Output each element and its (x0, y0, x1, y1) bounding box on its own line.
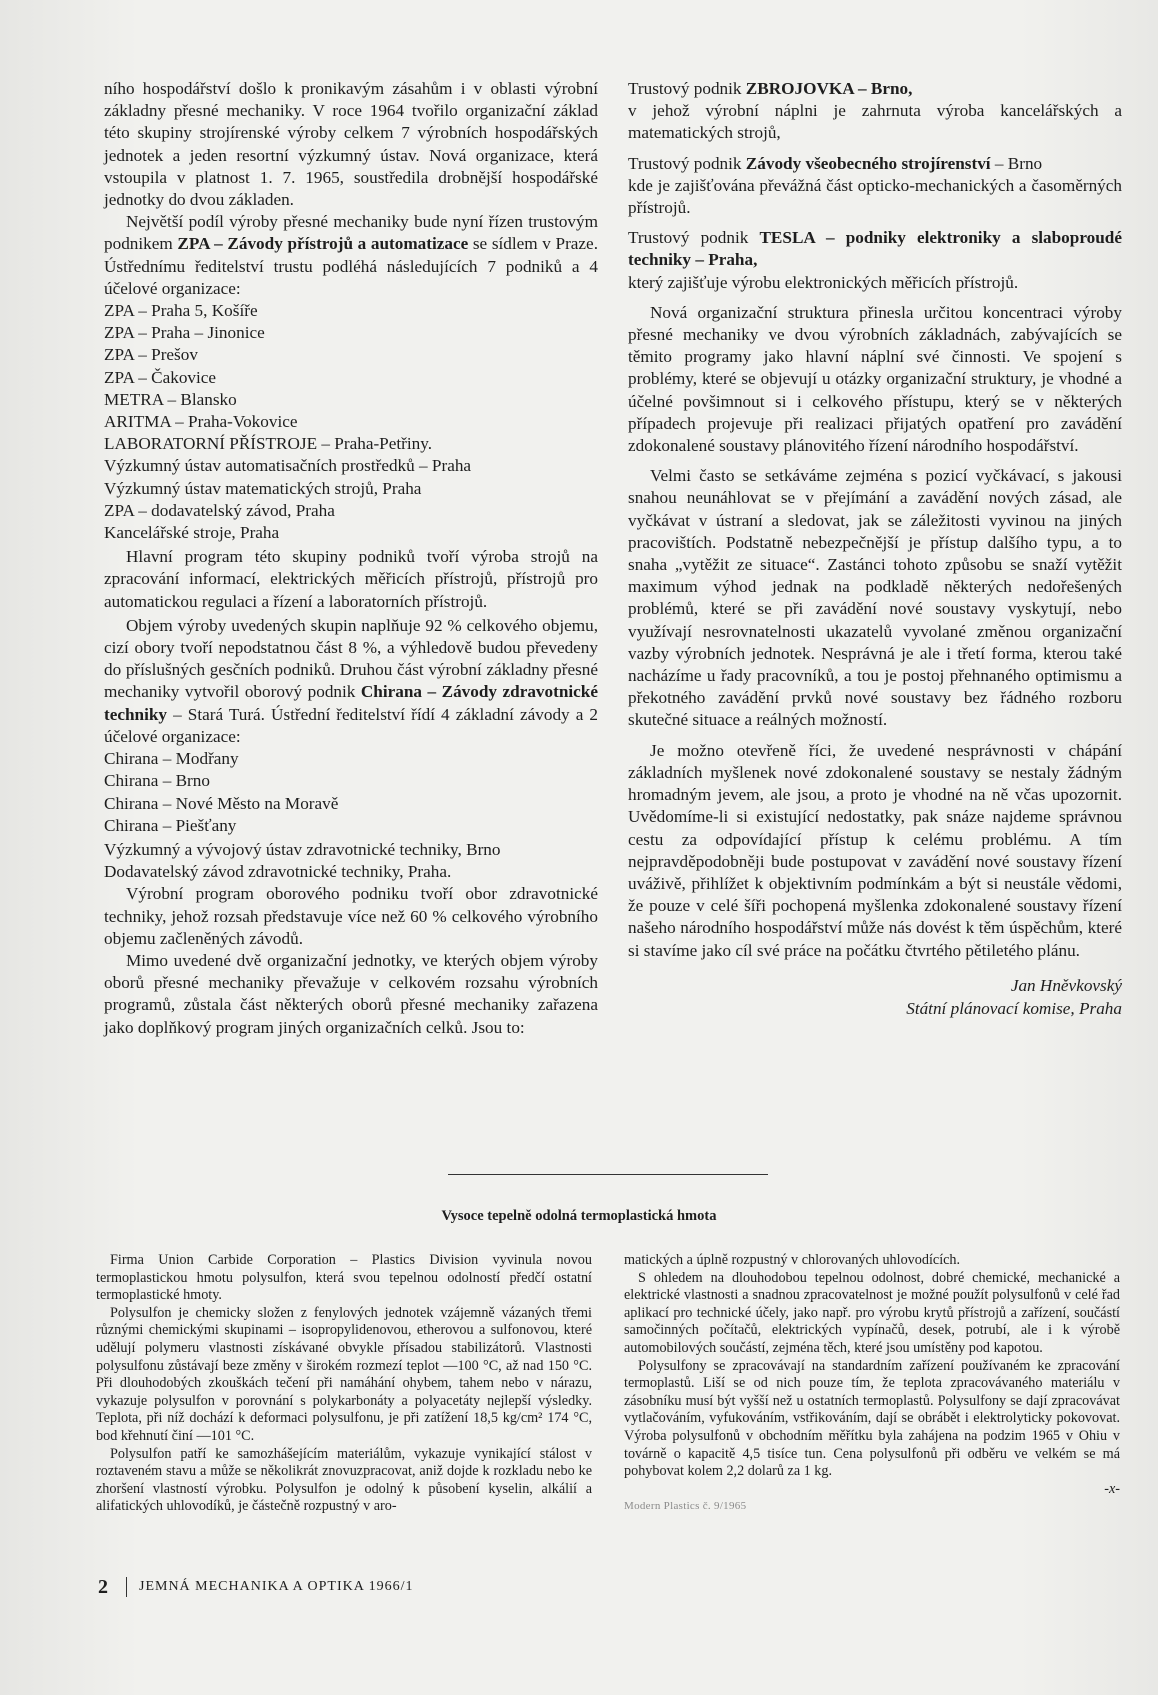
institute-list (104, 839, 598, 883)
footer-divider (126, 1577, 127, 1597)
paragraph (104, 615, 598, 748)
author-name: Jan Hněvkovský (1010, 975, 1122, 995)
bold-company-name: ZPA – Závody přístrojů a automatizace (177, 234, 469, 254)
bold-company-name: Závody všeobecného strojírenství (745, 153, 991, 173)
signature (628, 974, 1122, 1020)
list-item: ZPA – Čakovice (104, 367, 217, 387)
paragraph: Hlavní program této skupiny podniků tvoří výroba strojů na zpracování informací, elektrických měřicích přístrojů, přístrojů pro automatickou regulaci a řízení a laboratorních přístrojů. (104, 547, 598, 611)
paragraph: ního hospodářství došlo k pronikavým zásahům i v oblasti výrobní základny přesné mechaniky. V roce 1964 tvořilo organizační základ této skupiny strojírenské výroby celkem 7 výrobních hospodářských jednotek a jeden resortní výzkumný ústav. Nová organizace, která vstoupila v platnost 1. 7. 1965, soustředila drobnější hospodářské jednotky do dvou základen. (104, 79, 598, 210)
trust-entry (628, 153, 1122, 220)
page-footer (98, 1577, 413, 1597)
list-item: ZPA – Praha – Jinonice (104, 323, 265, 343)
chirana-plant-list (104, 748, 598, 837)
trust-heading (628, 227, 1122, 271)
trust-description: který zajišťuje výrobu elektronických měřicích přístrojů. (628, 272, 1019, 292)
list-item: Chirana – Brno (104, 771, 210, 791)
section-divider (448, 1174, 768, 1175)
paragraph: matických a úplně rozpustný v chlorovaných uhlovodících. (624, 1252, 961, 1268)
article-signoff: -x- (1104, 1480, 1120, 1497)
paragraph: Polysulfon je chemicky složen z fenylových jednotek vzájemně vázaných třemi různými chemickými skupinami – isopropylidenovou, etherovou a sulfonovou, které udělují polymeru vlastnosti získávané obvykle přísadou stabilizátorů. Vlastnosti polysulfonu zůstávají beze změny v širokém rozmezí teplot —100 °C, až nad 150 °C. Při dlouhodobých zkouškách tečení při namáhání ohybem, tahem nebo v nárazu, vykazuje polysulfon v porovnání s polykarbonáty a polyacetáty nejlepší výsledky. Teplota, při níž dochází k deformaci polysulfonu, je při zatížení 18,5 kg/cm² 174 °C, bod křehnutí činí —101 °C. (96, 1304, 592, 1444)
trust-heading (628, 153, 1122, 175)
right-column (628, 78, 1122, 1020)
page-number: 2 (98, 1575, 108, 1598)
text-run: Trustový podnik (628, 228, 760, 248)
zpa-organization-list (104, 300, 598, 544)
list-item: ZPA – dodavatelský závod, Praha (104, 500, 335, 520)
text-run: se sídlem v Praze. Ústřednímu ředitelství trustu podléhá následujících 7 podniků a 4 účelové organizace: (104, 234, 598, 298)
article-title: Vysoce tepelně odolná termoplastická hmota (441, 1208, 717, 1224)
paragraph: Firma Union Carbide Corporation – Plastics Division vyvinula novou termoplastickou hmotu polysulfon, která svou tepelnou odolností předčí ostatní termoplastické hmoty. (96, 1252, 592, 1304)
list-item: Kancelářské stroje, Praha (104, 523, 280, 543)
text-run: – Brno (990, 153, 1043, 173)
list-item: Chirana – Modřany (104, 749, 239, 769)
list-item: Výzkumný a vývojový ústav zdravotnické techniky, Brno (104, 839, 501, 859)
article-right-column (624, 1252, 1120, 1512)
paragraph: Velmi často se setkáváme zejména s pozicí vyčkávací, s jakousi snahou neunáhlovat se v přejímání a zavádění nových zásad, ale vyčkávat v ústraní a sledovat, jak se záležitosti vyvinou na jiných pracovištích. Podstatně nebezpečnější je přístup dalšího typu, a to snaha „vytěžit ze situace“. Zastánci tohoto způsobu se snaží vytěžit maximum výhod jednak na podkladě některých nedořešených problémů, které se při zavádění nové soustavy vyskytují, nebo využívají nesrovnatelnosti ukazatelů vyvolané změnou organizační vazby výrobních jednotek. Nesprávná je ale i třetí forma, kterou také nacházíme u řady pracovníků, a tou je postoj přehnaného optimismu a překotného zavádění prvků nové soustavy bez řádného rozboru skutečné situace a reálných možností. (628, 466, 1122, 730)
trust-description: v jehož výrobní náplni je zahrnuta výroba kancelářských a matematických strojů, (628, 101, 1122, 143)
list-item: ZPA – Praha 5, Košíře (104, 301, 258, 321)
text-run: Největší podíl výroby přesné mechaniky bude nyní řízen trustovým podnikem (104, 212, 598, 254)
paragraph: Je možno otevřeně říci, že uvedené nesprávnosti v chápání základních myšlenek nové zdokonalené soustavy se nestaly žádným hromadným jevem, ale jsou, a proto je vhodné na ně včas upozornit. Uvědomíme-li si existující nedostatky, pak snáze najdeme správnou cestu za odpovídající přístup k celému problému. A tím nejpravděpodobněji bude postupovat v zavádění nové soustavy řízení uváživě, přihlížet k objektivním podmínkám a být si neustále vědomi, že pouze v celé šíři pochopená myšlenka zdokonalené soustavy řízení našeho národního hospodářství může nás dovést k těm úspěchům, které si stavíme jako cíl své práce na počátku čtvrtého pětiletého plánu. (628, 740, 1122, 960)
list-item: Chirana – Piešťany (104, 815, 237, 835)
paragraph: Nová organizační struktura přinesla určitou koncentraci výroby přesné mechaniky ve dvou výrobních základnách, zabývajících se těmito programy jako hlavní náplní své činnosti. Ve spojení s problémy, které se objevují u otázky organizační struktury, je vhodné a účelné povšimnout si i celkového přístupu, který se v některých případech projevuje při realizaci přijatých opatření pro zavádění zdokonalené soustavy plánovitého řízení národního hospodářství. (628, 302, 1122, 456)
list-item: ZPA – Prešov (104, 345, 198, 365)
paragraph (104, 211, 598, 300)
paragraph: Mimo uvedené dvě organizační jednotky, ve kterých objem výroby oborů přesné mechaniky převažuje v celkovém rozsahu výrobních programů, zůstala část některých oborů přesné mechaniky zařazena jako doplňkový program jiných organizačních celků. Jsou to: (104, 950, 598, 1037)
list-item: LABORATORNÍ PŘÍSTROJE – Praha-Petřiny. (104, 434, 432, 454)
text-run: Objem výroby uvedených skupin naplňuje 92 % celkového objemu, cizí obory tvoří nepodstatnou část 8 %, a výhledově budou převedeny do příslušných gesčních podniků. Druhou část výrobní základny přesné mechaniky vytvořil oborový podnik (104, 615, 598, 702)
trust-entry (628, 78, 1122, 145)
paragraph: Polysulfon patří ke samozhášejícím materiálům, vykazuje vynikající stálost v roztaveném stavu a může se několikrát znovuzpracovat, aniž dojde k rozkladu nebo ke zhoršení vlastností výrobku. Polysulfon je odolný k působení kyselin, alkálií a alifatických uhlovodíků, je částečně rozpustný v aro- (96, 1445, 592, 1515)
list-item: Chirana – Nové Město na Moravě (104, 793, 339, 813)
text-run: Trustový podnik (628, 153, 746, 173)
article-source: Modern Plastics č. 9/1965 (624, 1500, 747, 1513)
bold-company-name: Chirana – Závody zdravotnické techniky (104, 682, 598, 724)
text-run: Trustový podnik (628, 79, 746, 98)
bold-company-name: TESLA – podniky elektroniky a slaboproudé techniky – Praha, (628, 228, 1122, 270)
trust-heading (628, 78, 1122, 100)
trust-description: kde je zajišťována převážná část opticko-mechanických a časoměrných přístrojů. (628, 175, 1122, 218)
left-column (104, 78, 598, 1039)
trust-entry (628, 227, 1122, 294)
article-left-column (96, 1252, 592, 1516)
paragraph: Polysulfony se zpracovávají na standardním zařízení používaném ke zpracování termoplastů. Liší se od nich pouze tím, že teplota zpracovávaného materiálu v zásobníku musí být vyšší než u ostatních termoplastů. Polysulfony se dají zpracovávat vytlačováním, vyfukováním, vstřikováním, dají se obrábět i elektrolyticky pokovovat. Výroba polysulfonů v obchodním měřítku byla zahájena na podzim 1965 v Ohiu v továrně o kapacitě 4,5 tisíce tun. Cena polysulfonů při odběru ve velkém se má pohybovat kolem 2,2 dolarů za 1 kg. (624, 1357, 1120, 1480)
list-item: Výzkumný ústav automatisačních prostředků – Praha (104, 456, 472, 476)
list-item: Dodavatelský závod zdravotnické techniky, Praha. (104, 862, 452, 882)
paragraph: Výrobní program oborového podniku tvoří obor zdravotnické techniky, jehož rozsah představuje více než 60 % celkového výrobního objemu začleněných závodů. (104, 884, 598, 948)
text-run: – Stará Turá. Ústřední ředitelství řídí 4 základní závody a 2 účelové organizace: (104, 704, 598, 746)
author-affiliation: Státní plánovací komise, Praha (906, 998, 1122, 1018)
paragraph: S ohledem na dlouhodobou tepelnou odolnost, dobré chemické, mechanické a elektrické vlastnosti a snadnou zpracovatelnost je možné použít polysulfonů v celé řad aplikací pro technické účely, jako např. pro výrobu krytů přístrojů a zařízení, součástí samočinných počítačů, elektrických vypínačů, desek, potrubí, ale i k výrobě automobilových součástí, zejména těch, které jsou umístěny pod kapotou. (624, 1269, 1120, 1356)
bold-company-name: ZBROJOVKA – Brno, (745, 79, 913, 98)
journal-name: JEMNÁ MECHANIKA A OPTIKA 1966/1 (139, 1579, 414, 1594)
list-item: METRA – Blansko (104, 389, 237, 409)
list-item: ARITMA – Praha-Vokovice (104, 412, 298, 432)
list-item: Výzkumný ústav matematických strojů, Praha (104, 478, 422, 498)
